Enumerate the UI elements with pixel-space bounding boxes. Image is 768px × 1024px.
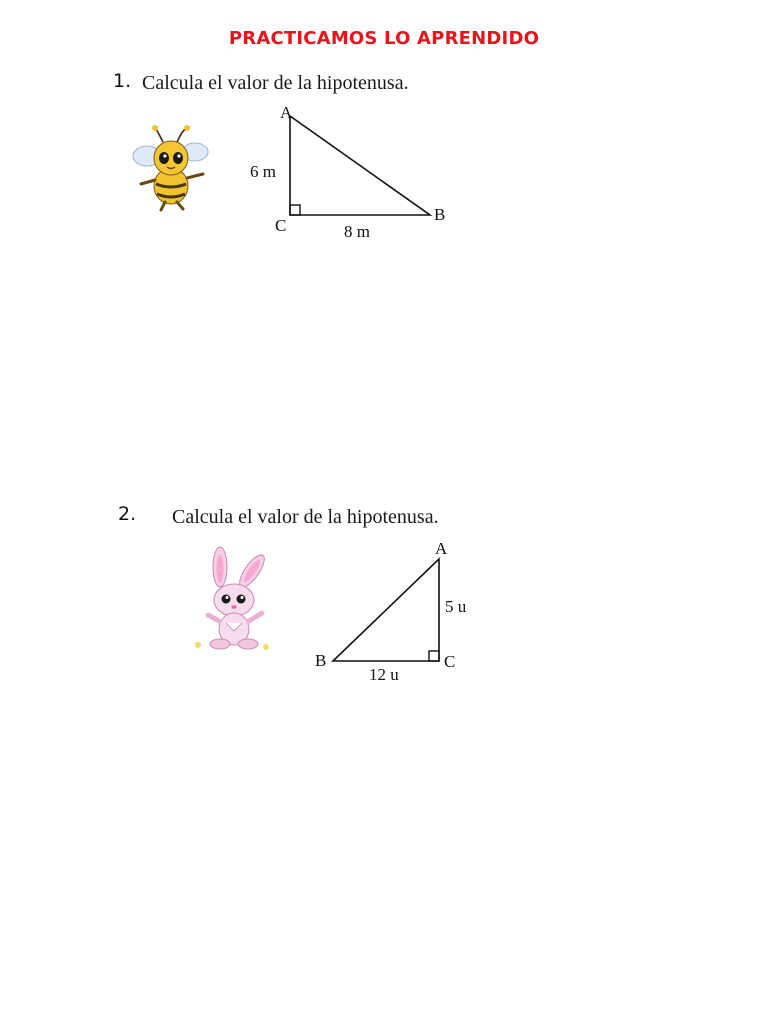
right-angle-marker-2 [429,651,439,661]
bunny-icon [195,547,269,650]
vertex-b-label-2: B [315,651,327,670]
exercise-1-number: 1. [113,70,132,92]
bee-icon [133,125,208,210]
side-ac-label-1: 6 m [250,162,276,181]
vertex-a-label-1: A [280,103,293,122]
page-title: PRACTICAMOS LO APRENDIDO [228,28,540,49]
vertex-a-label-2: A [435,539,448,558]
triangle-2-shape [333,559,439,661]
exercise-2-statement: Calcula el valor de la hipotenusa. [172,506,439,528]
vertex-b-label-1: B [434,205,446,224]
vertex-c-label-1: C [275,216,287,235]
triangle-figure-2 [305,535,485,690]
exercise-2-number: 2. [118,503,137,525]
triangle-1-shape [290,116,430,215]
exercise-1-statement: Calcula el valor de la hipotenusa. [142,72,409,94]
bee-illustration [125,122,215,214]
side-ac-label-2: 5 u [445,597,467,616]
triangle-figure-1 [240,100,460,245]
vertex-c-label-2: C [444,652,456,671]
side-bc-label-2: 12 u [369,665,399,684]
side-cb-label-1: 8 m [344,222,370,241]
bunny-illustration [190,545,280,655]
right-angle-marker-1 [290,205,300,215]
